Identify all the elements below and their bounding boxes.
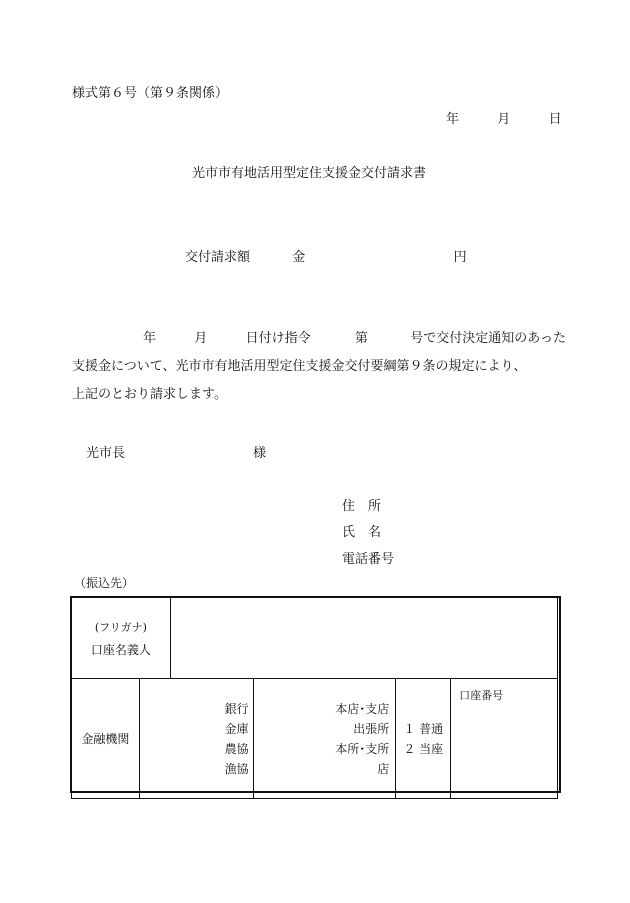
institution-label: 金融機関 bbox=[72, 679, 140, 799]
branch-types bbox=[254, 699, 390, 779]
holder-label: 口座名義人 bbox=[90, 642, 151, 657]
branch-type: 出張所 bbox=[353, 721, 390, 736]
bank-type: 漁協 bbox=[224, 761, 249, 776]
account-types bbox=[396, 719, 450, 759]
body-no-prefix: 第 bbox=[354, 331, 368, 346]
date-day: 日 bbox=[548, 112, 562, 127]
transfer-label: （振込先） bbox=[74, 576, 135, 590]
bank-type: 金庫 bbox=[224, 721, 249, 736]
date-year: 年 bbox=[446, 112, 460, 127]
account-number-label: 口座番号 bbox=[459, 689, 504, 702]
form-number: 様式第６号（第９条関係） bbox=[72, 86, 229, 101]
amount-unit: 円 bbox=[453, 250, 467, 265]
applicant-phone-label: 電話番号 bbox=[342, 552, 395, 567]
body-line-2: 支援金について、光市市有地活用型定住支援金交付要綱第９条の規定により、 bbox=[72, 359, 527, 374]
body-ref: 日付け指令 bbox=[245, 331, 311, 346]
date-line bbox=[446, 112, 562, 128]
applicant-address-label: 住 所 bbox=[342, 499, 382, 514]
bank-types bbox=[140, 699, 249, 779]
body-no-suffix: 号で交付決定通知のあった bbox=[410, 331, 567, 346]
addressee-honorific: 様 bbox=[253, 446, 267, 461]
branch-name-input[interactable] bbox=[253, 679, 396, 799]
branch-type: 店 bbox=[377, 761, 390, 776]
amount-prefix: 金 bbox=[292, 250, 306, 265]
body-line-3: 上記のとおり請求します。 bbox=[72, 387, 227, 402]
bank-account-table bbox=[71, 597, 558, 799]
bank-type: 銀行 bbox=[224, 701, 249, 716]
date-month: 月 bbox=[497, 112, 511, 127]
addressee-name: 光市長 bbox=[86, 446, 126, 461]
body-month: 月 bbox=[194, 331, 208, 346]
holder-label-cell bbox=[72, 598, 171, 679]
branch-type: 本所･支所 bbox=[335, 741, 390, 756]
body-line-1 bbox=[143, 331, 566, 347]
applicant-name-label: 氏 名 bbox=[342, 525, 382, 540]
branch-type: 本店･支店 bbox=[335, 701, 390, 716]
amount-line bbox=[185, 250, 467, 266]
bank-name-input[interactable] bbox=[139, 679, 253, 799]
account-type: １ 普通 bbox=[403, 721, 444, 736]
furigana-label: (フリガナ) bbox=[94, 620, 147, 634]
body-year: 年 bbox=[143, 331, 157, 346]
account-type-cell[interactable] bbox=[396, 679, 451, 799]
document-title: 光市市有地活用型定住支援金交付請求書 bbox=[192, 166, 427, 181]
account-type: ２ 当座 bbox=[403, 741, 444, 756]
bank-type: 農協 bbox=[224, 741, 249, 756]
account-number-cell[interactable] bbox=[451, 679, 558, 799]
amount-label: 交付請求額 bbox=[185, 250, 251, 265]
holder-input[interactable] bbox=[170, 598, 557, 679]
